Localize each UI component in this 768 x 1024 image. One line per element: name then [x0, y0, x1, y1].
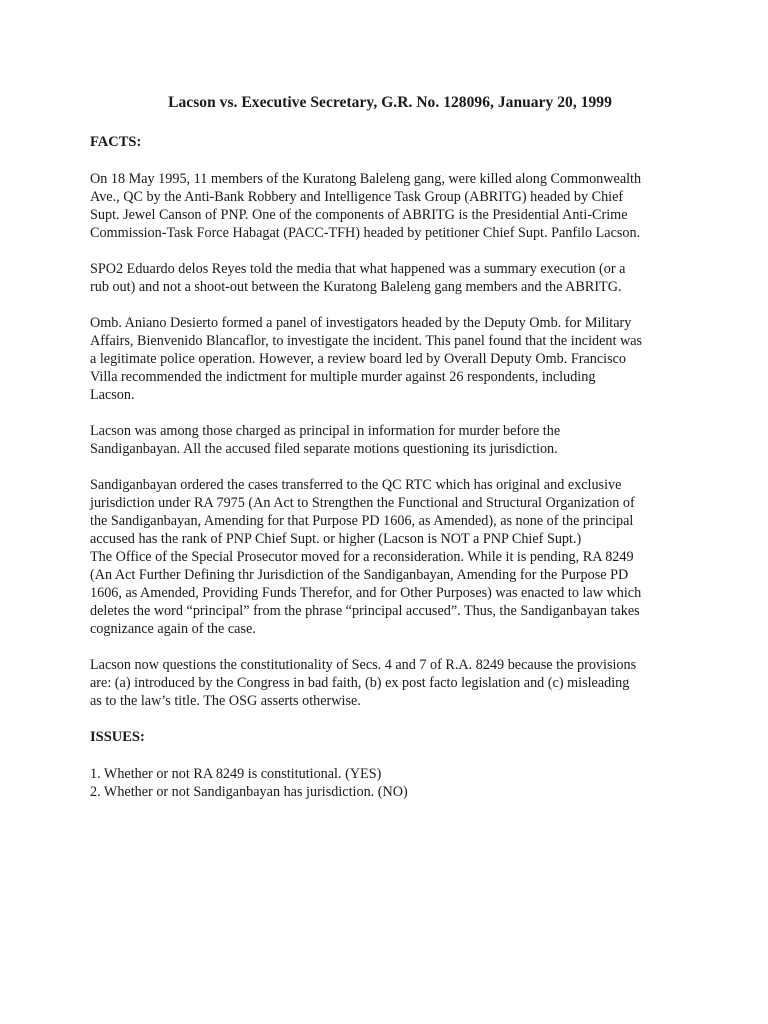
paragraph-line: cognizance again of the case.	[90, 621, 256, 637]
paragraph-line: Supt. Jewel Canson of PNP. One of the components of ABRITG is the Presidential Anti-Crime	[90, 207, 628, 223]
facts-paragraph-5	[90, 476, 690, 638]
paragraph-line: Commission-Task Force Habagat (PACC-TFH) headed by petitioner Chief Supt. Panfilo Lacson.	[90, 225, 641, 241]
paragraph-line: Affairs, Bienvenido Blancaflor, to investigate the incident. This panel found that the incident was	[90, 333, 643, 349]
paragraph-line: Sandiganbayan ordered the cases transferred to the QC RTC which has original and exclusive	[90, 477, 622, 493]
facts-paragraph-4	[90, 422, 690, 458]
paragraph-line: (An Act Further Defining thr Jurisdiction of the Sandiganbayan, Amending for the Purpose PD	[90, 567, 629, 583]
paragraph-line: Ave., QC by the Anti-Bank Robbery and Intelligence Task Group (ABRITG) headed by Chief	[90, 189, 624, 205]
facts-paragraph-2	[90, 260, 690, 296]
facts-paragraph-3	[90, 314, 690, 404]
paragraph-line: On 18 May 1995, 11 members of the Kuratong Baleleng gang, were killed along Commonwealth	[90, 171, 642, 187]
paragraph-line: 1606, as Amended, Providing Funds Therefor, and for Other Purposes) was enacted to law which	[90, 585, 642, 601]
issue-item: 2. Whether or not Sandiganbayan has jurisdiction. (NO)	[90, 784, 408, 800]
paragraph-line: the Sandiganbayan, Amending for that Purpose PD 1606, as Amended), as none of the principal	[90, 513, 634, 529]
paragraph-line: rub out) and not a shoot-out between the Kuratong Baleleng gang members and the ABRITG.	[90, 279, 622, 295]
document-page	[90, 93, 690, 801]
paragraph-line: jurisdiction under RA 7975 (An Act to Strengthen the Functional and Structural Organization of	[90, 495, 635, 511]
paragraph-line: Omb. Aniano Desierto formed a panel of investigators headed by the Deputy Omb. for Military	[90, 315, 632, 331]
paragraph-line: Lacson was among those charged as principal in information for murder before the	[90, 423, 561, 439]
paragraph-line: Lacson now questions the constitutionality of Secs. 4 and 7 of R.A. 8249 because the provisions	[90, 657, 637, 673]
issues-list	[90, 765, 690, 801]
paragraph-line: SPO2 Eduardo delos Reyes told the media that what happened was a summary execution (or a	[90, 261, 626, 277]
paragraph-line: as to the law’s title. The OSG asserts otherwise.	[90, 693, 361, 709]
paragraph-line: Lacson.	[90, 387, 135, 403]
paragraph-line: Villa recommended the indictment for multiple murder against 26 respondents, including	[90, 369, 596, 385]
paragraph-line: deletes the word “principal” from the phrase “principal accused”. Thus, the Sandiganbayan takes	[90, 603, 640, 619]
paragraph-line: Sandiganbayan. All the accused filed separate motions questioning its jurisdiction.	[90, 441, 558, 457]
issue-item: 1. Whether or not RA 8249 is constitutional. (YES)	[90, 766, 382, 782]
issues-heading: ISSUES:	[90, 729, 145, 745]
paragraph-line: accused has the rank of PNP Chief Supt. or higher (Lacson is NOT a PNP Chief Supt.)	[90, 531, 582, 547]
facts-paragraph-1	[90, 170, 690, 242]
paragraph-line: The Office of the Special Prosecutor moved for a reconsideration. While it is pending, RA 8249	[90, 549, 634, 565]
paragraph-line: a legitimate police operation. However, a review board led by Overall Deputy Omb. Francisco	[90, 351, 627, 367]
paragraph-line: are: (a) introduced by the Congress in bad faith, (b) ex post facto legislation and (c) misleading	[90, 675, 630, 691]
document-title: Lacson vs. Executive Secretary, G.R. No. 128096, January 20, 1999	[168, 94, 612, 111]
facts-paragraph-6	[90, 656, 690, 710]
facts-heading: FACTS:	[90, 134, 142, 150]
